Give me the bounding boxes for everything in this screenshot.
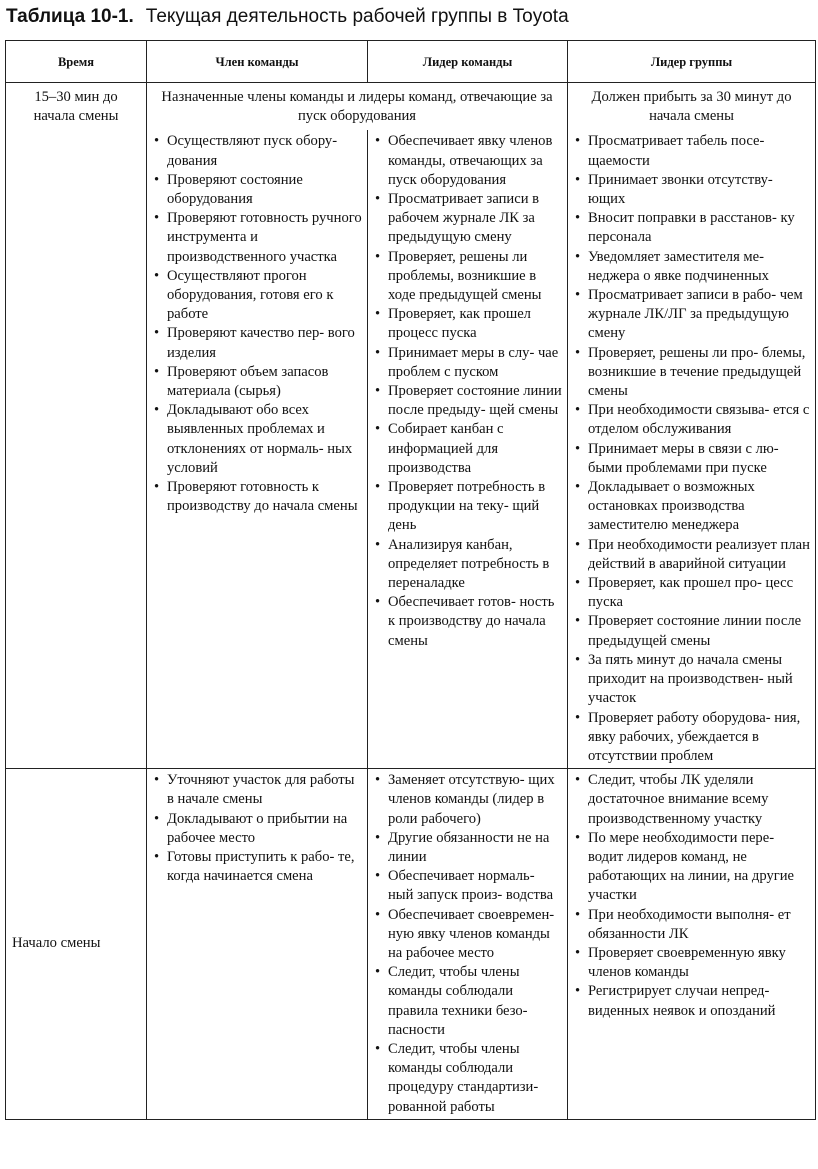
leader-list-1 — [368, 130, 567, 652]
list-item: • Просматривает табель посе- щаемости — [574, 132, 811, 170]
list-item: • Другие обязанности не на линии — [374, 829, 563, 867]
list-item: • Проверяют состояние оборудования — [153, 171, 363, 209]
list-item: • Принимает звонки отсутству- ющих — [574, 171, 811, 209]
list-item: • Проверяет работу оборудова- ния, явку рабочих, убеждается в отсутствии проблем — [574, 709, 811, 767]
leader-cell-1 — [368, 130, 568, 768]
list-item: • Принимает меры в слу- чае проблем с пуском — [374, 344, 563, 382]
group-leader-list-2 — [568, 769, 815, 1023]
header-member: Член команды — [147, 41, 368, 83]
header-group-leader: Лидер группы — [568, 41, 816, 83]
subheader-row — [6, 83, 816, 131]
member-list-1 — [147, 130, 367, 518]
list-item: • Вносит поправки в расстанов- ку персонала — [574, 209, 811, 247]
list-item: • Просматривает записи в рабочем журнале ЛК за предыдущую смену — [374, 190, 563, 248]
leader-cell-2 — [368, 769, 568, 1120]
table-title: Текущая деятельность рабочей группы в Toyota — [145, 6, 569, 27]
list-item: • Докладывают обо всех выявленных проблемах и отклонениях от нормаль- ных условий — [153, 401, 363, 478]
list-item: • Уточняют участок для работы в начале смены — [153, 771, 363, 809]
table-number: Таблица 10-1. — [6, 6, 134, 27]
list-item: • Проверяют качество пер- вого изделия — [153, 324, 363, 362]
subheader-group-leader: Должен прибыть за 30 минут до начала смены — [568, 83, 816, 131]
list-item: • Заменяет отсутствую- щих членов команды (лидер в роли рабочего) — [374, 771, 563, 829]
list-item: • Проверяет, как прошел про- цесс пуска — [574, 574, 811, 612]
list-item: • При необходимости выполня- ет обязанности ЛК — [574, 906, 811, 944]
list-item: • Уведомляет заместителя ме- неджера о явке подчиненных — [574, 248, 811, 286]
list-item: • Обеспечивает явку членов команды, отвечающих за пуск оборудования — [374, 132, 563, 190]
member-list-2 — [147, 769, 367, 888]
list-item: • Обеспечивает нормаль- ный запуск произ- водства — [374, 867, 563, 905]
list-item: • При необходимости связыва- ется с отделом обслуживания — [574, 401, 811, 439]
list-item: • Докладывают о прибытии на рабочее место — [153, 810, 363, 848]
list-item: • Анализируя канбан, определяет потребность в переналадке — [374, 536, 563, 594]
list-item: • Собирает канбан с информацией для производства — [374, 420, 563, 478]
list-item: • Проверяют готовность к производству до начала смены — [153, 478, 363, 516]
member-cell-1 — [147, 130, 368, 768]
list-item: • Следит, чтобы члены команды соблюдали правила техники безо- пасности — [374, 963, 563, 1040]
list-item: • Проверяет состояние линии после предыдущей смены — [574, 612, 811, 650]
list-item: • За пять минут до начала смены приходит на производствен- ный участок — [574, 651, 811, 709]
time-cell-1: 15–30 мин до начала смены — [6, 83, 147, 769]
list-item: • Проверяет, решены ли проблемы, возникшие в ходе предыдущей смены — [374, 248, 563, 306]
list-item: • Докладывает о возможных остановках производства заместителю менеджера — [574, 478, 811, 536]
list-item: • Обеспечивает своевремен- ную явку членов команды на рабочее место — [374, 906, 563, 964]
time-cell-2: Начало смены — [6, 769, 147, 1120]
list-item: • Проверяет, как прошел процесс пуска — [374, 305, 563, 343]
list-item: • Проверяет состояние линии после предыду- щей смены — [374, 382, 563, 420]
list-item: • Проверяет, решены ли про- блемы, возникшие в течение предыдущей смены — [574, 344, 811, 402]
table-row — [6, 769, 816, 1120]
activity-table — [5, 40, 816, 1120]
header-leader: Лидер команды — [368, 41, 568, 83]
list-item: • Осуществляют пуск обору- дования — [153, 132, 363, 170]
list-item: • Принимает меры в связи с лю- быми проблемами при пуске — [574, 440, 811, 478]
header-row — [6, 41, 816, 83]
header-time: Время — [6, 41, 147, 83]
list-item: • Регистрирует случаи непред- виденных неявок и опозданий — [574, 982, 811, 1020]
list-item: • Готовы приступить к рабо- те, когда начинается смена — [153, 848, 363, 886]
subheader-member-leader: Назначенные члены команды и лидеры команд, отвечающие за пуск оборудования — [147, 83, 568, 131]
list-item: • Осуществляют прогон оборудования, готовя его к работе — [153, 267, 363, 325]
list-item: • По мере необходимости пере- водит лидеров команд, не работающих на линии, на другие участки — [574, 829, 811, 906]
member-cell-2 — [147, 769, 368, 1120]
list-item: • Следит, чтобы ЛК уделяли достаточное внимание всему производственному участку — [574, 771, 811, 829]
group-leader-cell-1 — [568, 130, 816, 768]
list-item: • Проверяет потребность в продукции на теку- щий день — [374, 478, 563, 536]
list-item: • Проверяет своевременную явку членов команды — [574, 944, 811, 982]
list-item: • Проверяют готовность ручного инструмента и производственного участка — [153, 209, 363, 267]
list-item: • При необходимости реализует план действий в аварийной ситуации — [574, 536, 811, 574]
list-item: • Проверяют объем запасов материала (сырья) — [153, 363, 363, 401]
group-leader-list-1 — [568, 130, 815, 768]
group-leader-cell-2 — [568, 769, 816, 1120]
list-item: • Обеспечивает готов- ность к производству до начала смены — [374, 593, 563, 651]
list-item: • Просматривает записи в рабо- чем журнале ЛК/ЛГ за предыдущую смену — [574, 286, 811, 344]
table-caption — [6, 6, 569, 34]
leader-list-2 — [368, 769, 567, 1119]
list-item: • Следит, чтобы члены команды соблюдали процедуру стандартизи- рованной работы — [374, 1040, 563, 1117]
